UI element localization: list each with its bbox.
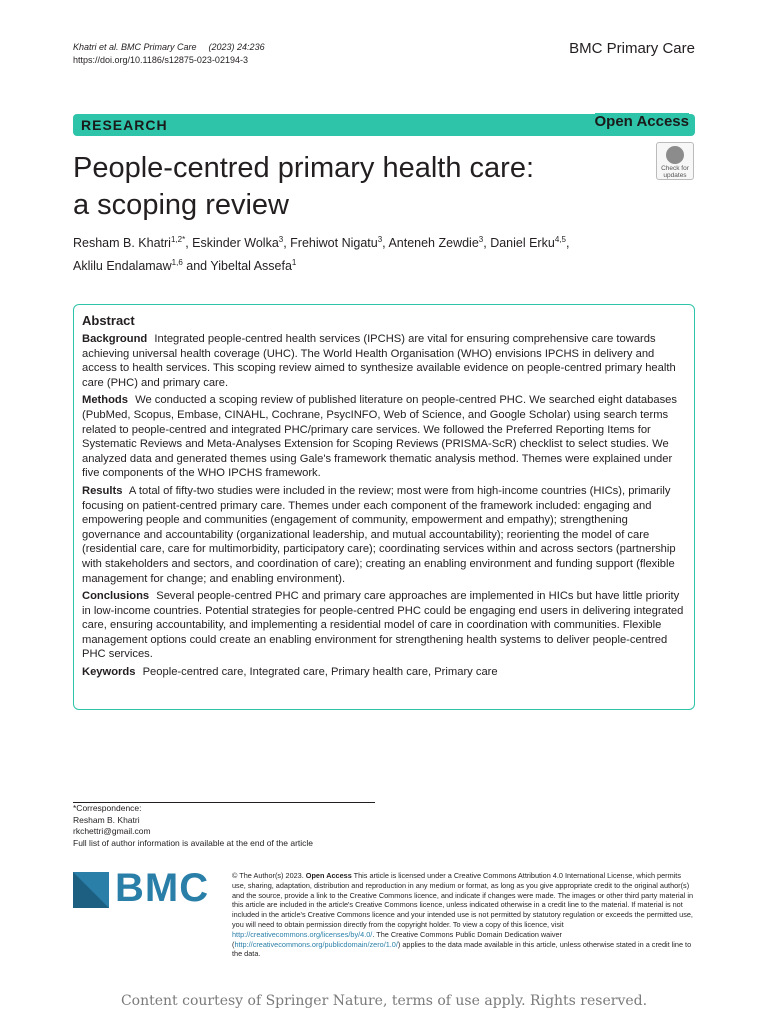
citation-block: [73, 41, 265, 67]
abstract-heading: Abstract: [82, 313, 135, 328]
license-link-cc-by[interactable]: http://creativecommons.org/licenses/by/4.0/: [232, 929, 373, 939]
conclusions-label: Conclusions: [82, 590, 150, 603]
license-copyright: © The Author(s) 2023.: [232, 871, 304, 880]
author-name: Frehiwot Nigatu: [290, 236, 378, 251]
open-access-label: Open Access: [594, 113, 689, 130]
license-text-c: ) applies to the data made available in this article, unless otherwise stated in a credit line to the data.: [232, 939, 692, 959]
citation-volume: (2023) 24:236: [208, 42, 265, 52]
background-label: Background: [82, 333, 148, 345]
footnote-line: *Correspondence:: [73, 803, 142, 813]
author-name: Anteneh Zewdie: [388, 236, 479, 251]
correspondence-email[interactable]: rkchettri@gmail.com: [73, 826, 151, 836]
footnote-line: Resham B. Khatri: [73, 814, 140, 825]
article-title: [73, 150, 633, 224]
author-list: Resham B. Khatri$^{1,2*}$, Eskinder Wolka$^3$, Frehiwot Nigatu$^3$, Anteneh Zewdie$^3$, Daniel Erku$^{4,5}$, Aklilu Endalamaw$^{1,6}$ and Yibeltal Assefa$^1$: [73, 235, 570, 274]
author-affiliation: 4,5: [554, 235, 566, 244]
section-label: RESEARCH: [81, 117, 168, 133]
author-affiliation: 3: [377, 235, 383, 244]
abstract-keywords: [82, 665, 686, 680]
journal-name: BMC Primary Care: [569, 40, 695, 57]
keywords-label: Keywords: [82, 666, 136, 679]
footnote-line: Full list of author information is available at the end of the article: [73, 837, 314, 848]
correspondence-footnote: [73, 803, 313, 849]
author-affiliation: 1,2*: [170, 235, 186, 244]
title-line-2: a scoping review: [73, 189, 289, 221]
author-affiliation: 3: [278, 235, 284, 244]
abstract-box: [73, 304, 695, 710]
license-open-access: Open Access: [305, 871, 352, 880]
methods-label: Methods: [82, 394, 128, 407]
license-text-b: . The Creative Commons Public Domain Dedication waiver (: [232, 929, 562, 949]
bmc-logo: [73, 866, 213, 913]
citation-authors: Khatri et al. BMC Primary Care: [73, 42, 197, 52]
author-name: Resham B. Khatri: [73, 236, 171, 251]
results-label: Results: [82, 484, 123, 497]
license-text-a: This article is licensed under a Creative Commons Attribution 4.0 International License, which permits use, sharing, adaptation, distribution and reproduction in any medium or format, as long as you give appropriate credit to the original author(s) and the source, provide a link to the Creative Commons licence, and indicate if changes were made. The images or other third party material in this article are included in the article's Creative Commons licence, unless indicated otherwise in a credit line to the material. If material is not included in the article's Creative Commons licence and your intended use is not permitted by statutory regulation or exceeds the permitted use, you will need to obtain permission directly from the copyright holder. To view a copy of this licence, visit: [232, 871, 694, 929]
author-affiliation: 1,6: [171, 258, 183, 268]
author-name: Yibeltal Assefa: [210, 259, 292, 274]
bmc-logo-text: BMC: [115, 866, 210, 910]
check-updates-label-1: Check for: [661, 165, 689, 172]
author-affiliation: 3: [478, 235, 484, 244]
check-updates-label-2: updates: [663, 172, 687, 179]
author-name: Eskinder Wolka: [192, 236, 279, 251]
results-text: A total of fifty-two studies were included in the review; most were from high-income countries (HICs), primarily focusing on patient-centred primary care. Themes under each component of the framework included: engaging and empowering people and communities (engagement of community, empowerment and empathy); strengthening governance and accountability (organizational leadership, and mutual accountability); reorienting the model of care (residential care, care for multimorbidity, participatory care); coordinating services within and across sectors (partnership with stakeholders and sectors, and coordination of care); creating an enabling environment and funding support (flexible management for change; and enabling environment).: [82, 484, 676, 585]
author-connector: and: [186, 259, 208, 274]
check-for-updates-button[interactable]: [656, 142, 694, 180]
author-name: Daniel Erku: [490, 236, 555, 251]
research-banner: [73, 114, 695, 136]
courtesy-notice: Content courtesy of Springer Nature, terms of use apply. Rights reserved.: [120, 993, 648, 1009]
abstract-background: [82, 332, 686, 390]
doi-link[interactable]: https://doi.org/10.1186/s12875-023-02194-3: [73, 55, 248, 65]
title-line-1: People-centred primary health care:: [73, 152, 535, 184]
methods-text: We conducted a scoping review of published literature on people-centred PHC. We searched eight databases (PubMed, Scopus, Embase, CINAHL, Cochrane, PsycINFO, Web of Science, and Google Scholar) using search terms related to people-centred and integrated PHC/primary care services. We followed the Preferred Reporting Items for Systematic Reviews and Meta-Analyses Extension for Scoping Reviews (PRISMA-ScR) checklist to select studies. We analyzed data and generated themes using Gale's framework thematic analysis method. Themes were explained under five components of the WHO IPCHS framework.: [82, 394, 677, 480]
check-updates-icon: [666, 146, 684, 164]
keywords-text: People-centred care, Integrated care, Primary health care, Primary care: [142, 666, 498, 679]
abstract-conclusions: [82, 589, 686, 662]
author-affiliation: 1: [291, 258, 297, 268]
conclusions-text: Several people-centred PHC and primary care approaches are implemented in HICs but have little priority in low-income countries. Potential strategies for people-centred PHC could be engaging end users in delivering integrated care, ensuring accountability, and implementing a residential model of care in coordination with communities. Flexible management options could create an enabling environment for strengthening health systems to deliver people-centred PHC services.: [82, 590, 684, 661]
abstract-methods: [82, 393, 686, 481]
author-name: Aklilu Endalamaw: [73, 259, 172, 274]
license-statement: [232, 871, 695, 959]
license-link-cc-zero[interactable]: http://creativecommons.org/publicdomain/zero/1.0/: [234, 939, 398, 949]
background-text: Integrated people-centred health services (IPCHS) are vital for ensuring comprehensive care towards achieving universal health coverage (UHC). The World Health Organisation (WHO) envisions IPCHS in delivery and access to health services. This scoping review aimed to synthesize available evidence on people-centred primary health care (PHC) and primary care.: [82, 333, 676, 389]
bmc-logo-mark-icon: [73, 872, 109, 908]
abstract-results: [82, 484, 686, 586]
